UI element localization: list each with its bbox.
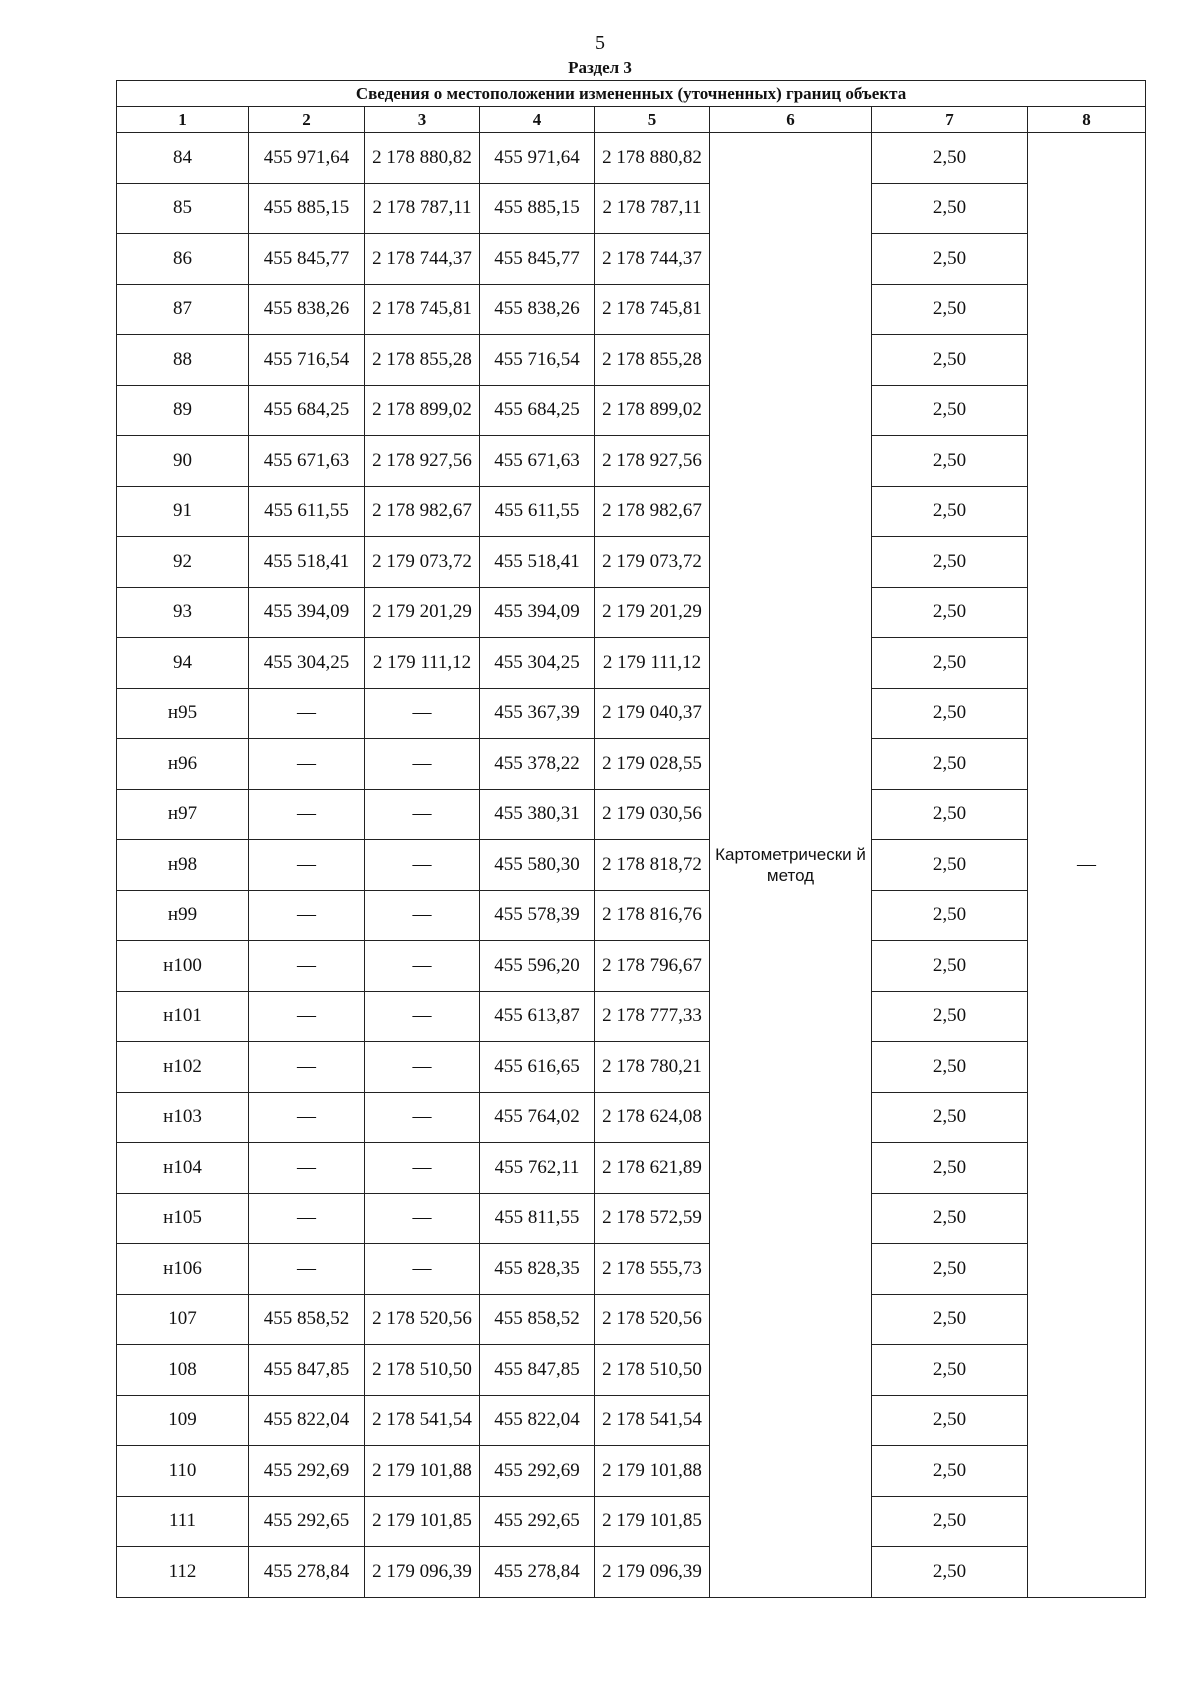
point-number-cell: н96	[117, 739, 249, 790]
accuracy-cell: 2,50	[872, 991, 1028, 1042]
old-y-cell: 2 179 111,12	[365, 638, 480, 689]
method-cell: Картометрически й метод	[710, 133, 872, 1598]
accuracy-cell: 2,50	[872, 436, 1028, 487]
old-y-cell: 2 178 745,81	[365, 284, 480, 335]
table-row	[117, 1395, 1146, 1446]
table-row	[117, 1143, 1146, 1194]
old-y-cell: —	[365, 739, 480, 790]
point-number-cell: н97	[117, 789, 249, 840]
point-number-cell: н99	[117, 890, 249, 941]
new-y-cell: 2 178 510,50	[595, 1345, 710, 1396]
new-x-cell: 455 822,04	[480, 1395, 595, 1446]
new-x-cell: 455 518,41	[480, 537, 595, 588]
new-x-cell: 455 811,55	[480, 1193, 595, 1244]
table-row	[117, 1294, 1146, 1345]
new-x-cell: 455 292,65	[480, 1496, 595, 1547]
old-y-cell: —	[365, 941, 480, 992]
table-row	[117, 1092, 1146, 1143]
old-y-cell: 2 178 880,82	[365, 133, 480, 184]
old-y-cell: —	[365, 1042, 480, 1093]
accuracy-cell: 2,50	[872, 284, 1028, 335]
old-y-cell: 2 178 899,02	[365, 385, 480, 436]
table-row	[117, 1345, 1146, 1396]
point-number-cell: 94	[117, 638, 249, 689]
old-x-cell: 455 518,41	[249, 537, 365, 588]
new-y-cell: 2 178 780,21	[595, 1042, 710, 1093]
table-row	[117, 1244, 1146, 1295]
old-y-cell: —	[365, 890, 480, 941]
old-y-cell: 2 179 101,88	[365, 1446, 480, 1497]
accuracy-cell: 2,50	[872, 486, 1028, 537]
table-row	[117, 335, 1146, 386]
accuracy-cell: 2,50	[872, 587, 1028, 638]
table-row	[117, 1446, 1146, 1497]
old-x-cell: —	[249, 941, 365, 992]
old-x-cell: 455 684,25	[249, 385, 365, 436]
point-number-cell: 92	[117, 537, 249, 588]
column-number-row	[117, 107, 1146, 133]
new-x-cell: 455 838,26	[480, 284, 595, 335]
table-row	[117, 789, 1146, 840]
column-number-header: 3	[365, 107, 480, 133]
old-y-cell: 2 178 541,54	[365, 1395, 480, 1446]
new-x-cell: 455 845,77	[480, 234, 595, 285]
old-y-cell: 2 178 787,11	[365, 183, 480, 234]
new-y-cell: 2 178 880,82	[595, 133, 710, 184]
new-y-cell: 2 178 555,73	[595, 1244, 710, 1295]
point-number-cell: 88	[117, 335, 249, 386]
old-y-cell: —	[365, 789, 480, 840]
old-y-cell: —	[365, 1143, 480, 1194]
old-x-cell: 455 971,64	[249, 133, 365, 184]
point-number-cell: н104	[117, 1143, 249, 1194]
table-row	[117, 587, 1146, 638]
new-x-cell: 455 847,85	[480, 1345, 595, 1396]
new-x-cell: 455 762,11	[480, 1143, 595, 1194]
new-x-cell: 455 380,31	[480, 789, 595, 840]
table-row	[117, 385, 1146, 436]
old-x-cell: 455 278,84	[249, 1547, 365, 1598]
old-y-cell: —	[365, 688, 480, 739]
new-y-cell: 2 178 572,59	[595, 1193, 710, 1244]
old-x-cell: —	[249, 1244, 365, 1295]
point-number-cell: н103	[117, 1092, 249, 1143]
old-y-cell: —	[365, 840, 480, 891]
table-row	[117, 234, 1146, 285]
new-y-cell: 2 179 111,12	[595, 638, 710, 689]
old-x-cell: 455 847,85	[249, 1345, 365, 1396]
accuracy-cell: 2,50	[872, 1143, 1028, 1194]
old-x-cell: 455 845,77	[249, 234, 365, 285]
new-y-cell: 2 178 624,08	[595, 1092, 710, 1143]
point-number-cell: 109	[117, 1395, 249, 1446]
old-y-cell: —	[365, 1244, 480, 1295]
new-y-cell: 2 178 818,72	[595, 840, 710, 891]
table-row	[117, 183, 1146, 234]
table-row	[117, 133, 1146, 184]
new-x-cell: 455 971,64	[480, 133, 595, 184]
old-x-cell: —	[249, 991, 365, 1042]
new-y-cell: 2 179 101,85	[595, 1496, 710, 1547]
new-y-cell: 2 179 101,88	[595, 1446, 710, 1497]
new-y-cell: 2 178 982,67	[595, 486, 710, 537]
new-y-cell: 2 178 744,37	[595, 234, 710, 285]
point-number-cell: н105	[117, 1193, 249, 1244]
boundary-coordinates-table	[116, 80, 1146, 1598]
new-x-cell: 455 684,25	[480, 385, 595, 436]
new-y-cell: 2 179 040,37	[595, 688, 710, 739]
point-number-cell: н101	[117, 991, 249, 1042]
page-number: 5	[595, 32, 605, 54]
new-y-cell: 2 179 073,72	[595, 537, 710, 588]
new-y-cell: 2 178 855,28	[595, 335, 710, 386]
column-number-header: 2	[249, 107, 365, 133]
accuracy-cell: 2,50	[872, 688, 1028, 739]
accuracy-cell: 2,50	[872, 789, 1028, 840]
new-x-cell: 455 278,84	[480, 1547, 595, 1598]
table-row	[117, 991, 1146, 1042]
new-x-cell: 455 580,30	[480, 840, 595, 891]
new-y-cell: 2 178 927,56	[595, 436, 710, 487]
new-x-cell: 455 378,22	[480, 739, 595, 790]
old-x-cell: —	[249, 1092, 365, 1143]
new-y-cell: 2 178 745,81	[595, 284, 710, 335]
old-x-cell: —	[249, 1193, 365, 1244]
old-x-cell: 455 716,54	[249, 335, 365, 386]
new-y-cell: 2 178 520,56	[595, 1294, 710, 1345]
point-number-cell: 112	[117, 1547, 249, 1598]
accuracy-cell: 2,50	[872, 335, 1028, 386]
old-y-cell: —	[365, 1092, 480, 1143]
new-x-cell: 455 292,69	[480, 1446, 595, 1497]
accuracy-cell: 2,50	[872, 537, 1028, 588]
old-y-cell: 2 178 510,50	[365, 1345, 480, 1396]
table-row	[117, 890, 1146, 941]
column-number-header: 1	[117, 107, 249, 133]
table-row	[117, 840, 1146, 891]
new-x-cell: 455 671,63	[480, 436, 595, 487]
new-y-cell: 2 179 096,39	[595, 1547, 710, 1598]
old-x-cell: 455 671,63	[249, 436, 365, 487]
accuracy-cell: 2,50	[872, 385, 1028, 436]
column-number-header: 8	[1028, 107, 1146, 133]
new-y-cell: 2 178 787,11	[595, 183, 710, 234]
point-number-cell: н106	[117, 1244, 249, 1295]
column-number-header: 6	[710, 107, 872, 133]
new-x-cell: 455 613,87	[480, 991, 595, 1042]
old-y-cell: 2 179 073,72	[365, 537, 480, 588]
accuracy-cell: 2,50	[872, 1092, 1028, 1143]
old-x-cell: —	[249, 890, 365, 941]
section-title: Раздел 3	[568, 58, 632, 77]
new-y-cell: 2 178 899,02	[595, 385, 710, 436]
column-number-header: 5	[595, 107, 710, 133]
table-row	[117, 436, 1146, 487]
accuracy-cell: 2,50	[872, 739, 1028, 790]
point-number-cell: 86	[117, 234, 249, 285]
table-row	[117, 486, 1146, 537]
point-number-cell: н102	[117, 1042, 249, 1093]
column-number-header: 7	[872, 107, 1028, 133]
new-y-cell: 2 178 621,89	[595, 1143, 710, 1194]
old-x-cell: —	[249, 688, 365, 739]
old-y-cell: —	[365, 1193, 480, 1244]
table-body	[117, 133, 1146, 1598]
old-x-cell: —	[249, 1143, 365, 1194]
new-x-cell: 455 596,20	[480, 941, 595, 992]
new-x-cell: 455 394,09	[480, 587, 595, 638]
point-number-cell: 108	[117, 1345, 249, 1396]
new-x-cell: 455 616,65	[480, 1042, 595, 1093]
old-x-cell: 455 858,52	[249, 1294, 365, 1345]
point-number-cell: 107	[117, 1294, 249, 1345]
point-number-cell: 89	[117, 385, 249, 436]
point-number-cell: н95	[117, 688, 249, 739]
old-y-cell: —	[365, 991, 480, 1042]
accuracy-cell: 2,50	[872, 133, 1028, 184]
old-y-cell: 2 179 101,85	[365, 1496, 480, 1547]
point-number-cell: н100	[117, 941, 249, 992]
new-x-cell: 455 304,25	[480, 638, 595, 689]
old-x-cell: 455 611,55	[249, 486, 365, 537]
old-x-cell: 455 394,09	[249, 587, 365, 638]
description-cell: —	[1028, 133, 1146, 1598]
old-x-cell: —	[249, 1042, 365, 1093]
point-number-cell: 110	[117, 1446, 249, 1497]
old-x-cell: —	[249, 840, 365, 891]
table-row	[117, 688, 1146, 739]
old-x-cell: —	[249, 739, 365, 790]
column-number-header: 4	[480, 107, 595, 133]
point-number-cell: 87	[117, 284, 249, 335]
old-y-cell: 2 179 201,29	[365, 587, 480, 638]
new-y-cell: 2 178 796,67	[595, 941, 710, 992]
new-y-cell: 2 178 777,33	[595, 991, 710, 1042]
accuracy-cell: 2,50	[872, 638, 1028, 689]
table-row	[117, 638, 1146, 689]
table-row	[117, 941, 1146, 992]
new-y-cell: 2 178 816,76	[595, 890, 710, 941]
new-y-cell: 2 179 030,56	[595, 789, 710, 840]
accuracy-cell: 2,50	[872, 1193, 1028, 1244]
accuracy-cell: 2,50	[872, 183, 1028, 234]
old-x-cell: 455 885,15	[249, 183, 365, 234]
point-number-cell: 93	[117, 587, 249, 638]
table-row	[117, 1496, 1146, 1547]
old-x-cell: —	[249, 789, 365, 840]
old-y-cell: 2 179 096,39	[365, 1547, 480, 1598]
old-x-cell: 455 822,04	[249, 1395, 365, 1446]
new-x-cell: 455 764,02	[480, 1092, 595, 1143]
point-number-cell: 91	[117, 486, 249, 537]
accuracy-cell: 2,50	[872, 234, 1028, 285]
old-x-cell: 455 292,65	[249, 1496, 365, 1547]
accuracy-cell: 2,50	[872, 1446, 1028, 1497]
old-y-cell: 2 178 927,56	[365, 436, 480, 487]
new-x-cell: 455 885,15	[480, 183, 595, 234]
old-x-cell: 455 292,69	[249, 1446, 365, 1497]
accuracy-cell: 2,50	[872, 1345, 1028, 1396]
accuracy-cell: 2,50	[872, 890, 1028, 941]
new-x-cell: 455 716,54	[480, 335, 595, 386]
new-y-cell: 2 179 028,55	[595, 739, 710, 790]
accuracy-cell: 2,50	[872, 1547, 1028, 1598]
new-y-cell: 2 178 541,54	[595, 1395, 710, 1446]
table-row	[117, 284, 1146, 335]
point-number-cell: н98	[117, 840, 249, 891]
old-x-cell: 455 304,25	[249, 638, 365, 689]
old-y-cell: 2 178 982,67	[365, 486, 480, 537]
table-row	[117, 1193, 1146, 1244]
old-y-cell: 2 178 520,56	[365, 1294, 480, 1345]
old-x-cell: 455 838,26	[249, 284, 365, 335]
accuracy-cell: 2,50	[872, 1496, 1028, 1547]
new-x-cell: 455 858,52	[480, 1294, 595, 1345]
table-row	[117, 1547, 1146, 1598]
point-number-cell: 84	[117, 133, 249, 184]
table-row	[117, 1042, 1146, 1093]
accuracy-cell: 2,50	[872, 1294, 1028, 1345]
table-caption: Сведения о местоположении измененных (уточненных) границ объекта	[117, 81, 1146, 107]
point-number-cell: 111	[117, 1496, 249, 1547]
new-x-cell: 455 367,39	[480, 688, 595, 739]
new-x-cell: 455 611,55	[480, 486, 595, 537]
old-y-cell: 2 178 744,37	[365, 234, 480, 285]
accuracy-cell: 2,50	[872, 1395, 1028, 1446]
accuracy-cell: 2,50	[872, 840, 1028, 891]
point-number-cell: 85	[117, 183, 249, 234]
old-y-cell: 2 178 855,28	[365, 335, 480, 386]
accuracy-cell: 2,50	[872, 1244, 1028, 1295]
accuracy-cell: 2,50	[872, 1042, 1028, 1093]
table-row	[117, 739, 1146, 790]
new-x-cell: 455 578,39	[480, 890, 595, 941]
new-x-cell: 455 828,35	[480, 1244, 595, 1295]
point-number-cell: 90	[117, 436, 249, 487]
table-row	[117, 537, 1146, 588]
accuracy-cell: 2,50	[872, 941, 1028, 992]
new-y-cell: 2 179 201,29	[595, 587, 710, 638]
